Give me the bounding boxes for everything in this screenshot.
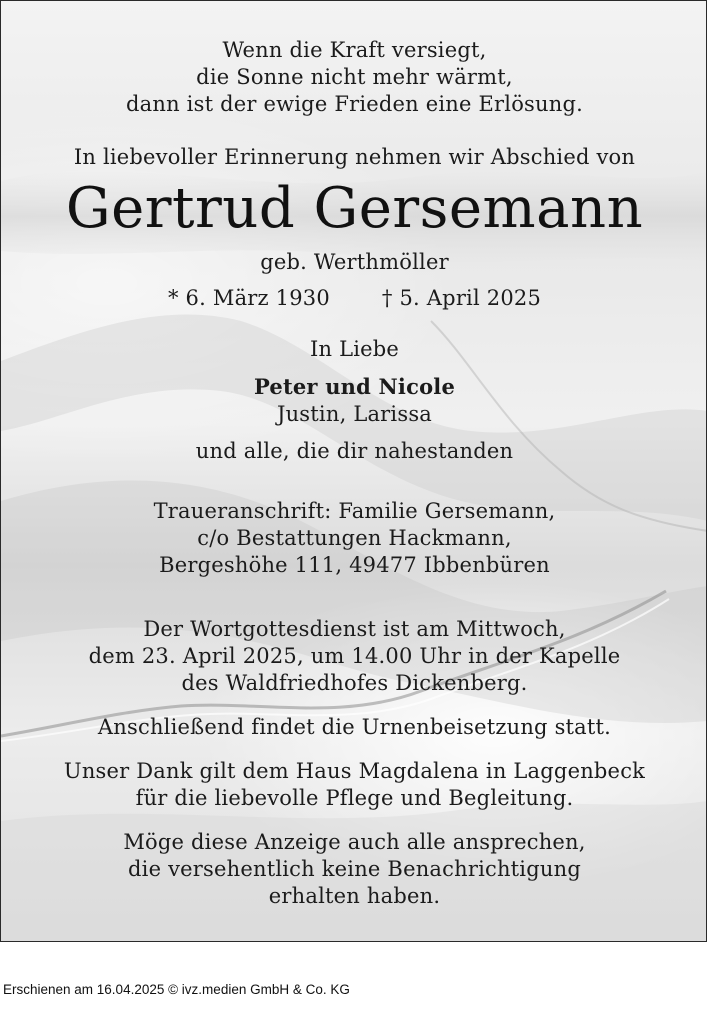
- death-date: † 5. April 2025: [381, 286, 542, 310]
- intro-line: In liebevoller Erinnerung nehmen wir Abschied von: [73, 145, 636, 169]
- deceased-name: Gertrud Gersemann: [65, 176, 644, 241]
- service-line: dem 23. April 2025, um 14.00 Uhr in der Kapelle: [88, 644, 621, 668]
- burial-info: Anschließend findet die Urnenbeisetzung statt.: [97, 715, 612, 739]
- mourning-address: [1, 498, 707, 579]
- thanks: [1, 758, 707, 812]
- life-dates: [1, 285, 707, 312]
- address-line: Bergeshöhe 111, 49477 Ibbenbüren: [159, 553, 550, 577]
- motto: [1, 37, 707, 118]
- motto-line: dann ist der ewige Frieden eine Erlösung.: [125, 92, 583, 116]
- address-line: c/o Bestattungen Hackmann,: [197, 526, 512, 550]
- closing-line: die versehentlich keine Benachrichtigung: [128, 857, 581, 881]
- mourners-intro: In Liebe: [309, 337, 400, 361]
- service-line: des Waldfriedhofes Dickenberg.: [181, 671, 528, 695]
- intro-text: [1, 144, 707, 171]
- mourners-primary: Peter und Nicole: [253, 374, 456, 399]
- closing-line: erhalten haben.: [268, 884, 441, 908]
- maiden-name: geb. Werthmöller: [260, 250, 449, 274]
- thanks-line: Unser Dank gilt dem Haus Magdalena in Laggenbeck: [63, 759, 646, 783]
- thanks-line: für die liebevolle Pflege und Begleitung.: [135, 786, 574, 810]
- closing-line: Möge diese Anzeige auch alle ansprechen,: [123, 830, 586, 854]
- closing-note: [1, 829, 707, 910]
- service-info: [1, 616, 707, 697]
- motto-line: Wenn die Kraft versiegt,: [222, 38, 487, 62]
- publication-footer: Erschienen am 16.04.2025 © ivz.medien GmbH & Co. KG: [3, 982, 350, 997]
- service-line: Der Wortgottesdienst ist am Mittwoch,: [143, 617, 566, 641]
- motto-line: die Sonne nicht mehr wärmt,: [196, 65, 513, 89]
- address-line: Traueranschrift: Familie Gersemann,: [153, 499, 556, 523]
- birth-date: * 6. März 1930: [167, 286, 330, 310]
- mourners-secondary: Justin, Larissa: [276, 402, 433, 426]
- mourners-others: und alle, die dir nahestanden: [195, 439, 514, 463]
